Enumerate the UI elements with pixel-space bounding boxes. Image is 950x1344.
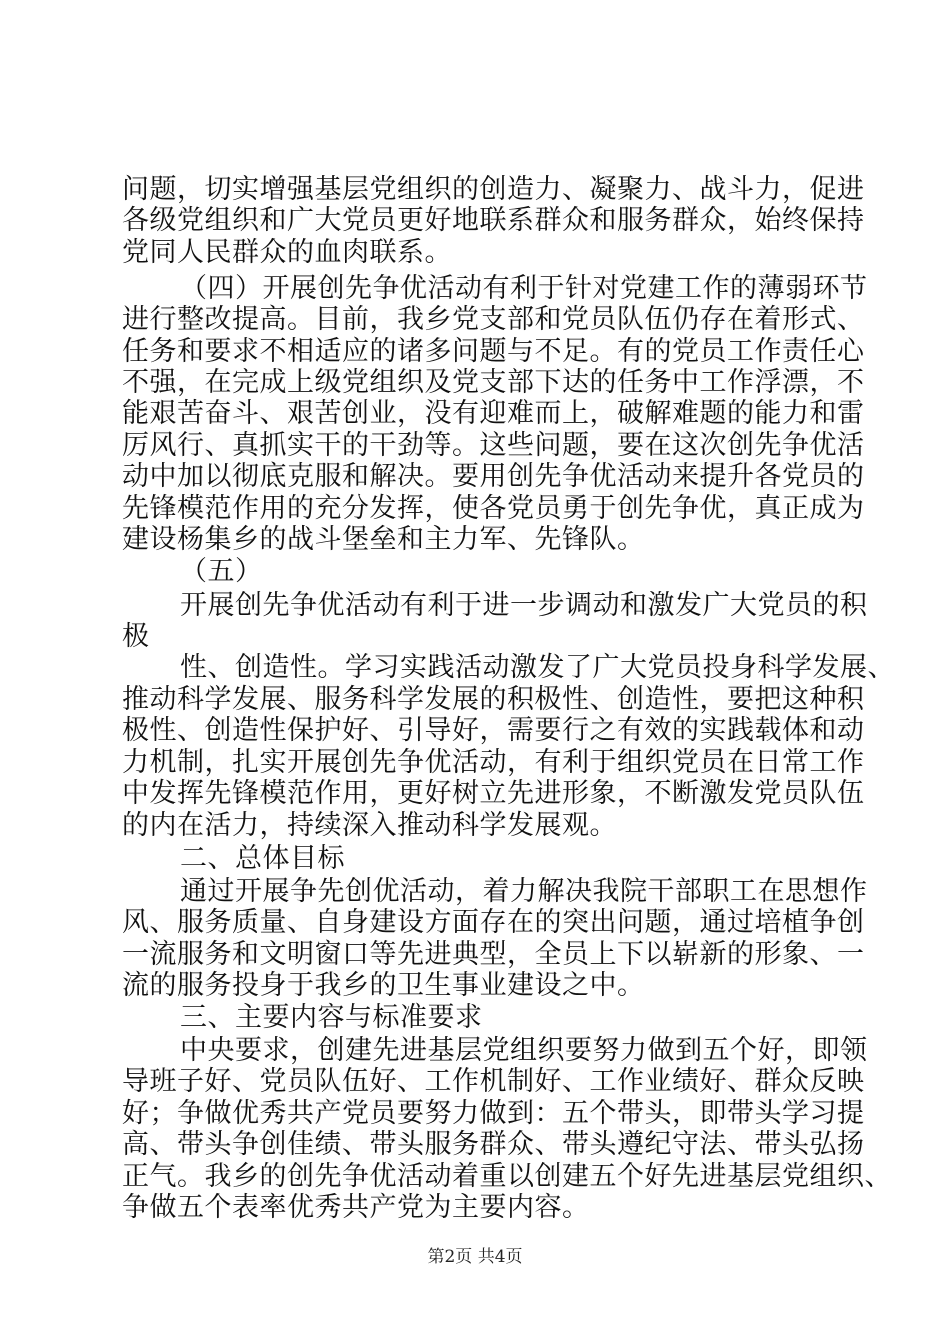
body-text-line: 导班子好、党员队伍好、工作机制好、工作业绩好、群众反映 — [122, 1066, 865, 1097]
body-text-line: 进行整改提高。目前，我乡党支部和党员队伍仍存在着形式、 — [122, 304, 865, 335]
body-text-line: 一流服务和文明窗口等先进典型，全员上下以崭新的形象、一 — [122, 939, 865, 970]
body-text-line: 动中加以彻底克服和解决。要用创先争优活动来提升各党员的 — [122, 461, 865, 492]
body-text-line: 中央要求，创建先进基层党组织要努力做到五个好，即领 — [180, 1035, 868, 1066]
body-text-line: 高、带头争创佳绩、带头服务群众、带头遵纪守法、带头弘扬 — [122, 1129, 865, 1160]
body-text-line: 先锋模范作用的充分发挥，使各党员勇于创先争优，真正成为 — [122, 493, 865, 524]
body-text-line: 通过开展争先创优活动，着力解决我院干部职工在思想作 — [180, 876, 868, 907]
page-number-footer: 第2页 共4页 — [427, 1247, 523, 1267]
body-text-line: 建设杨集乡的战斗堡垒和主力军、先锋队。 — [122, 524, 645, 555]
section-heading: （五） — [180, 556, 263, 587]
section-heading: 三、主要内容与标准要求 — [180, 1002, 483, 1033]
body-text-line: 力机制，扎实开展创先争优活动，有利于组织党员在日常工作 — [122, 747, 865, 778]
body-text-line: 的内在活力，持续深入推动科学发展观。 — [122, 810, 617, 841]
body-text-line: 好；争做优秀共产党员要努力做到：五个带头，即带头学习提 — [122, 1098, 865, 1129]
body-text-line: 性、创造性。学习实践活动激发了广大党员投身科学发展、 — [180, 652, 895, 683]
body-text-line: 流的服务投身于我乡的卫生事业建设之中。 — [122, 970, 645, 1001]
body-text-line: 极性、创造性保护好、引导好，需要行之有效的实践载体和动 — [122, 715, 865, 746]
body-text-line: 各级党组织和广大党员更好地联系群众和服务群众，始终保持 — [122, 205, 865, 236]
body-text-line: 问题，切实增强基层党组织的创造力、凝聚力、战斗力，促进 — [122, 174, 865, 205]
body-text-line: 正气。我乡的创先争优活动着重以创建五个好先进基层党组织、 — [122, 1161, 892, 1192]
body-text-line: 能艰苦奋斗、艰苦创业，没有迎难而上，破解难题的能力和雷 — [122, 398, 865, 429]
body-text-line: 不强，在完成上级党组织及党支部下达的任务中工作浮漂，不 — [122, 367, 865, 398]
body-text-line: 任务和要求不相适应的诸多问题与不足。有的党员工作责任心 — [122, 336, 865, 367]
section-heading: 二、总体目标 — [180, 843, 345, 874]
body-text-line: 极 — [122, 621, 150, 652]
body-text-line: 开展创先争优活动有利于进一步调动和激发广大党员的积 — [180, 590, 868, 621]
body-text-line: 推动科学发展、服务科学发展的积极性、创造性，要把这种积 — [122, 684, 865, 715]
body-text-line: （四）开展创先争优活动有利于针对党建工作的薄弱环节 — [180, 273, 868, 304]
body-text-line: 党同人民群众的血肉联系。 — [122, 237, 452, 268]
body-text-line: 风、服务质量、自身建设方面存在的突出问题，通过培植争创 — [122, 907, 865, 938]
body-text-line: 中发挥先锋模范作用，更好树立先进形象，不断激发党员队伍 — [122, 778, 865, 809]
body-text-line: 厉风行、真抓实干的干劲等。这些问题，要在这次创先争优活 — [122, 430, 865, 461]
body-text-line: 争做五个表率优秀共产党为主要内容。 — [122, 1192, 590, 1223]
